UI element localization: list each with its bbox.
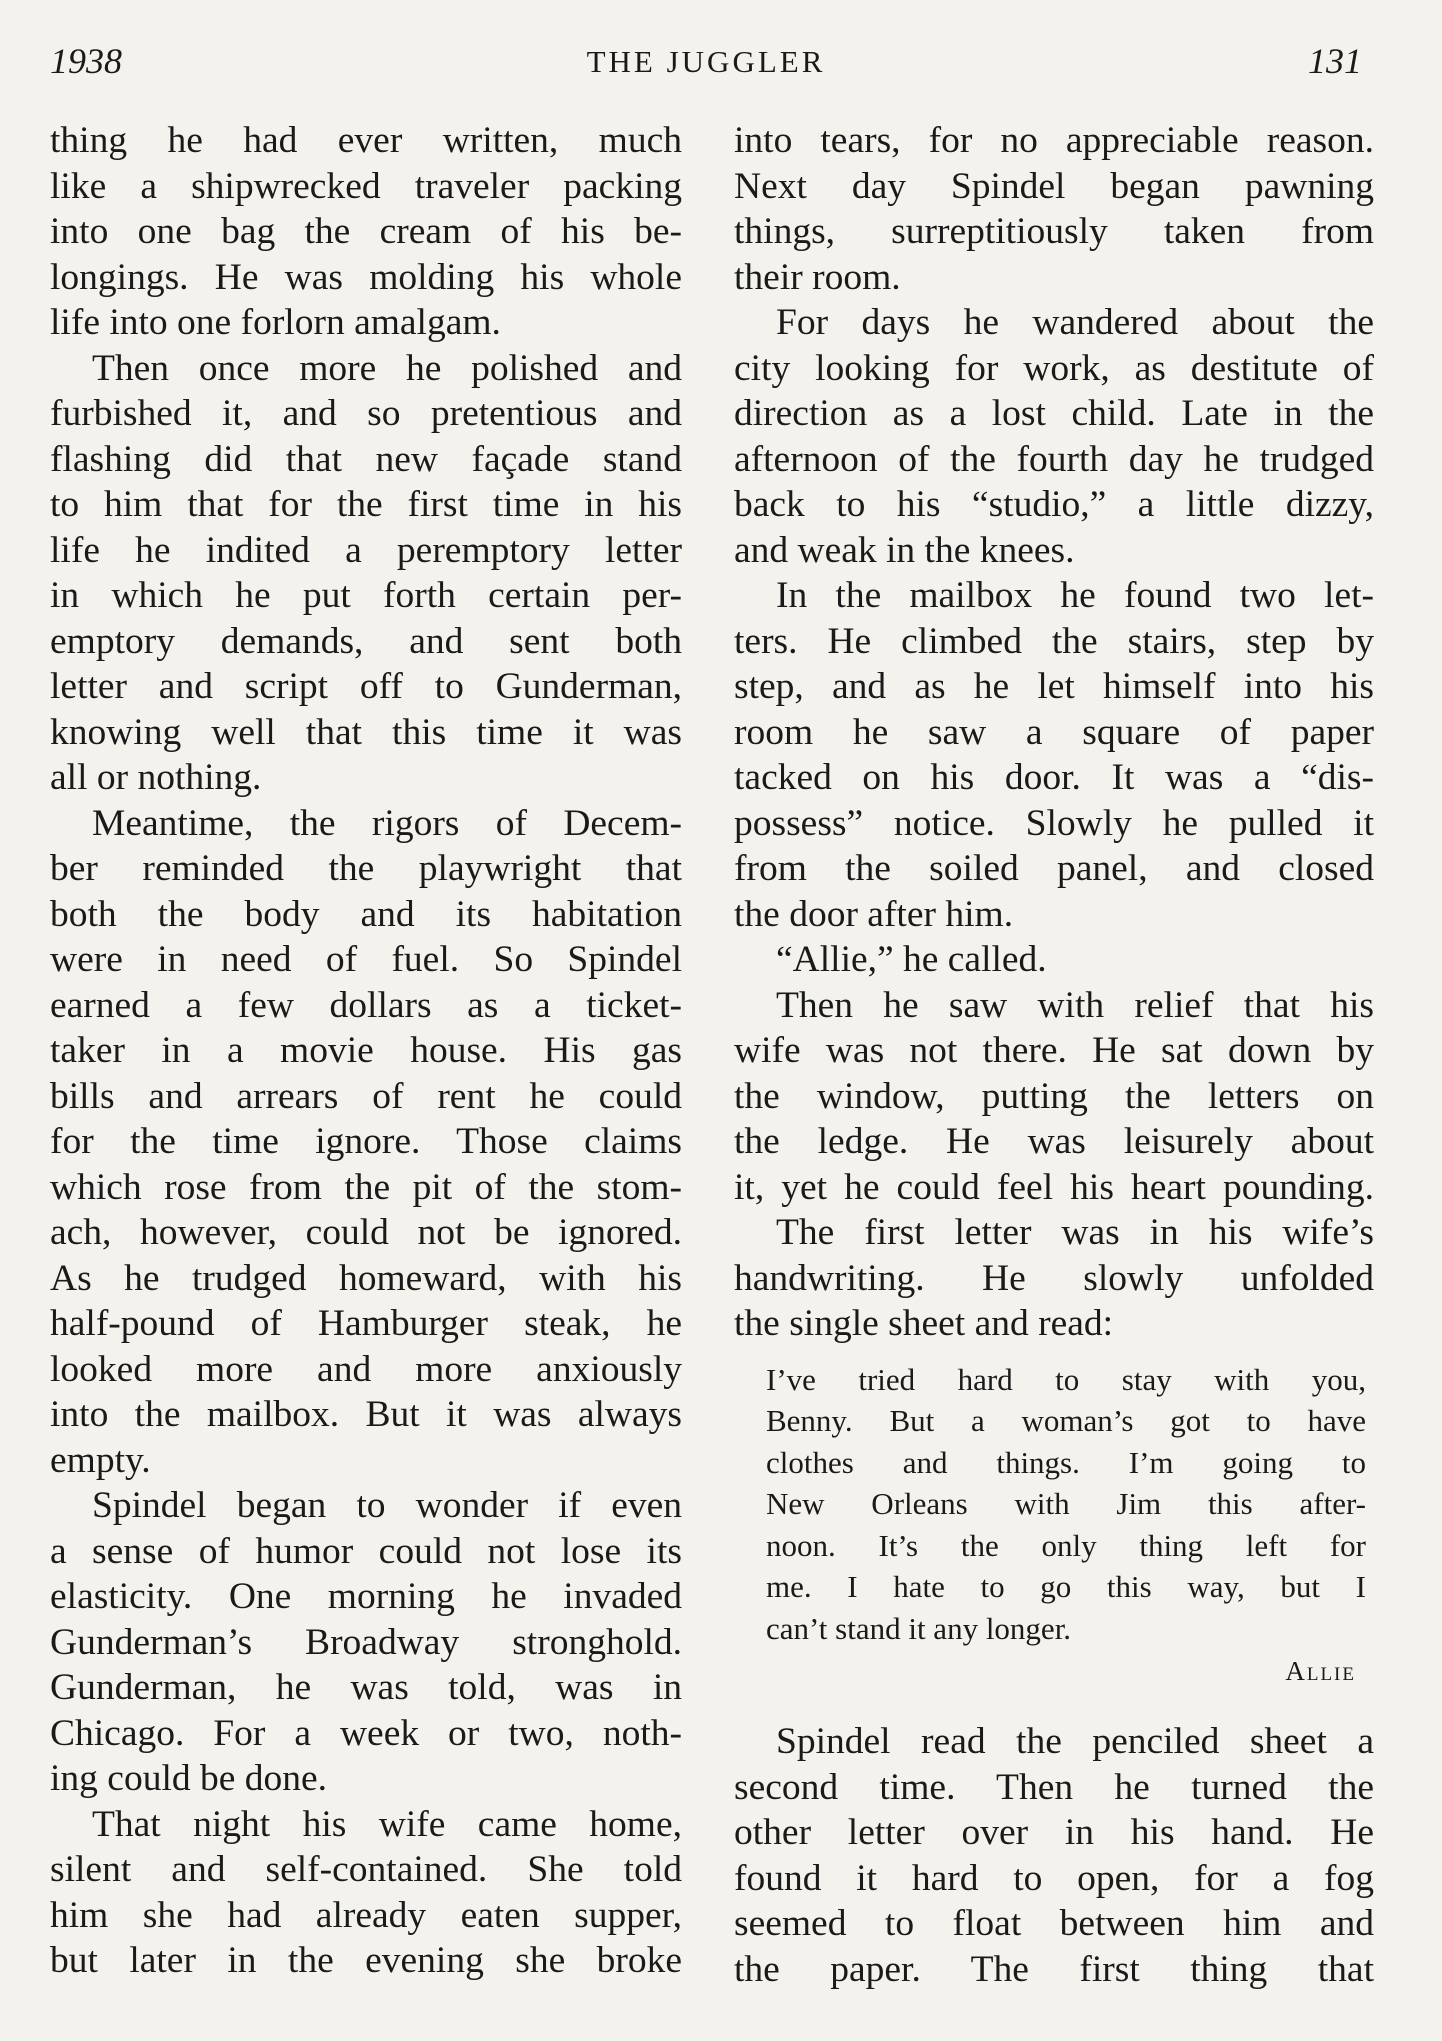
text-line: their room.	[734, 256, 901, 298]
letter-line: me. I hate to go this way, but I	[766, 1569, 1366, 1604]
text-line: into the mailbox. But it was always	[50, 1394, 682, 1435]
text-line: the door after him.	[734, 893, 1014, 935]
text-line: knowing well that this time it was	[50, 711, 682, 753]
letter-line: I’ve tried hard to stay with you,	[766, 1361, 1366, 1397]
paragraph	[734, 118, 1374, 300]
text-line: all or nothing.	[50, 757, 262, 798]
text-line: ber reminded the playwright that	[50, 848, 682, 889]
text-line: letter and script off to Gunderman,	[50, 666, 682, 707]
text-line: That night his wife came home,	[92, 1803, 682, 1845]
text-line: life into one forlorn amalgam.	[50, 302, 501, 343]
letter-line: clothes and things. I’m going to	[766, 1444, 1366, 1480]
text-line: For days he wandered about the	[776, 302, 1374, 343]
text-line: in which he put forth certain per-	[50, 575, 682, 616]
text-line: found it hard to open, for a fog	[734, 1857, 1374, 1899]
text-line: Meantime, the rigors of Decem-	[92, 802, 682, 844]
text-line: step, and as he let himself into his	[734, 666, 1374, 707]
text-line: back to his “studio,” a little dizzy,	[734, 484, 1374, 525]
text-line: “Allie,” he called.	[776, 939, 1047, 980]
letter-line: can’t stand it any longer.	[766, 1610, 1072, 1646]
paragraph	[50, 118, 682, 346]
paragraph	[50, 801, 682, 1484]
paragraph	[734, 937, 1374, 983]
text-line: handwriting. He slowly unfolded	[734, 1257, 1374, 1299]
text-line: room he saw a square of paper	[734, 711, 1374, 753]
text-line: the ledge. He was leisurely about	[734, 1121, 1374, 1162]
text-line: earned a few dollars as a ticket-	[50, 984, 682, 1026]
running-header	[50, 40, 1362, 90]
text-line: silent and self-contained. She told	[50, 1849, 682, 1890]
text-line: life he indited a peremptory letter	[50, 529, 682, 571]
text-line: like a shipwrecked traveler packing	[50, 165, 682, 207]
paragraph	[734, 300, 1374, 573]
text-line: half-pound of Hamburger steak, he	[50, 1303, 682, 1344]
text-line: As he trudged homeward, with his	[50, 1257, 682, 1299]
text-line: empty.	[50, 1439, 151, 1481]
text-line: but later in the evening she broke	[50, 1940, 682, 1981]
paragraph	[50, 1802, 682, 1984]
text-line: possess” notice. Slowly he pulled it	[734, 802, 1374, 844]
letter-signature: Allie	[1285, 1656, 1356, 1686]
paragraph	[50, 346, 682, 801]
text-line: for the time ignore. Those claims	[50, 1121, 682, 1162]
text-line: Chicago. For a week or two, noth-	[50, 1712, 682, 1754]
text-line: ters. He climbed the stairs, step by	[734, 620, 1374, 662]
page-number: 131	[1308, 41, 1362, 81]
text-line: second time. Then he turned the	[734, 1766, 1374, 1808]
quoted-letter	[734, 1359, 1374, 1650]
text-line: ach, however, could not be ignored.	[50, 1212, 682, 1253]
text-line: Then once more he polished and	[92, 347, 682, 389]
text-line: The first letter was in his wife’s	[776, 1212, 1374, 1253]
text-line: flashing did that new façade stand	[50, 438, 682, 480]
text-line: looked more and more anxiously	[50, 1348, 682, 1390]
letter-line: New Orleans with Jim this after-	[766, 1486, 1366, 1521]
text-line: In the mailbox he found two let-	[776, 575, 1374, 616]
left-column	[50, 118, 682, 1984]
letter-line: Benny. But a woman’s got to have	[766, 1403, 1366, 1438]
text-line: into tears, for no appreciable reason.	[734, 120, 1374, 161]
text-line: direction as a lost child. Late in the	[734, 393, 1374, 434]
text-line: elasticity. One morning he invaded	[50, 1576, 682, 1617]
text-line: tacked on his door. It was a “dis-	[734, 757, 1374, 798]
text-line: seemed to float between him and	[734, 1903, 1374, 1944]
text-line: taker in a movie house. His gas	[50, 1030, 682, 1071]
text-line: Gunderman, he was told, was in	[50, 1667, 682, 1708]
text-line: which rose from the pit of the stom-	[50, 1166, 682, 1208]
header-year: 1938	[50, 41, 122, 81]
text-line: furbished it, and so pretentious and	[50, 393, 682, 434]
text-line: both the body and its habitation	[50, 893, 682, 935]
text-line: Gunderman’s Broadway stronghold.	[50, 1621, 682, 1663]
text-line: Spindel read the penciled sheet a	[776, 1721, 1374, 1762]
text-line: the window, putting the letters on	[734, 1075, 1374, 1117]
right-column	[734, 118, 1374, 1992]
paragraph	[734, 573, 1374, 937]
paragraph	[734, 1210, 1374, 1347]
text-line: emptory demands, and sent both	[50, 620, 682, 662]
text-line: Then he saw with relief that his	[776, 984, 1374, 1026]
text-line: were in need of fuel. So Spindel	[50, 939, 682, 980]
text-line: from the soiled panel, and closed	[734, 848, 1374, 889]
text-line: a sense of humor could not lose its	[50, 1530, 682, 1572]
text-line: and weak in the knees.	[734, 529, 1075, 571]
text-line: things, surreptitiously taken from	[734, 211, 1374, 252]
text-line: city looking for work, as destitute of	[734, 347, 1374, 389]
header-title: THE JUGGLER	[586, 44, 826, 79]
text-line: longings. He was molding his whole	[50, 256, 682, 298]
text-line: the paper. The first thing that	[734, 1948, 1374, 1990]
paragraph	[734, 1719, 1374, 1992]
text-line: the single sheet and read:	[734, 1303, 1114, 1344]
text-line: Next day Spindel began pawning	[734, 165, 1374, 207]
text-line: into one bag the cream of his be-	[50, 211, 682, 252]
text-line: him she had already eaten supper,	[50, 1894, 682, 1936]
text-line: afternoon of the fourth day he trudged	[734, 438, 1374, 480]
text-line: it, yet he could feel his heart pounding.	[734, 1166, 1374, 1208]
paragraph	[734, 983, 1374, 1211]
letter-line: noon. It’s the only thing left for	[766, 1527, 1366, 1563]
text-line: Spindel began to wonder if even	[92, 1485, 682, 1526]
text-line: wife was not there. He sat down by	[734, 1030, 1374, 1071]
text-line: to him that for the first time in his	[50, 484, 682, 525]
text-line: thing he had ever written, much	[50, 120, 682, 161]
text-line: bills and arrears of rent he could	[50, 1075, 682, 1117]
text-line: other letter over in his hand. He	[734, 1812, 1374, 1853]
paragraph	[50, 1483, 682, 1802]
text-line: ing could be done.	[50, 1758, 328, 1799]
